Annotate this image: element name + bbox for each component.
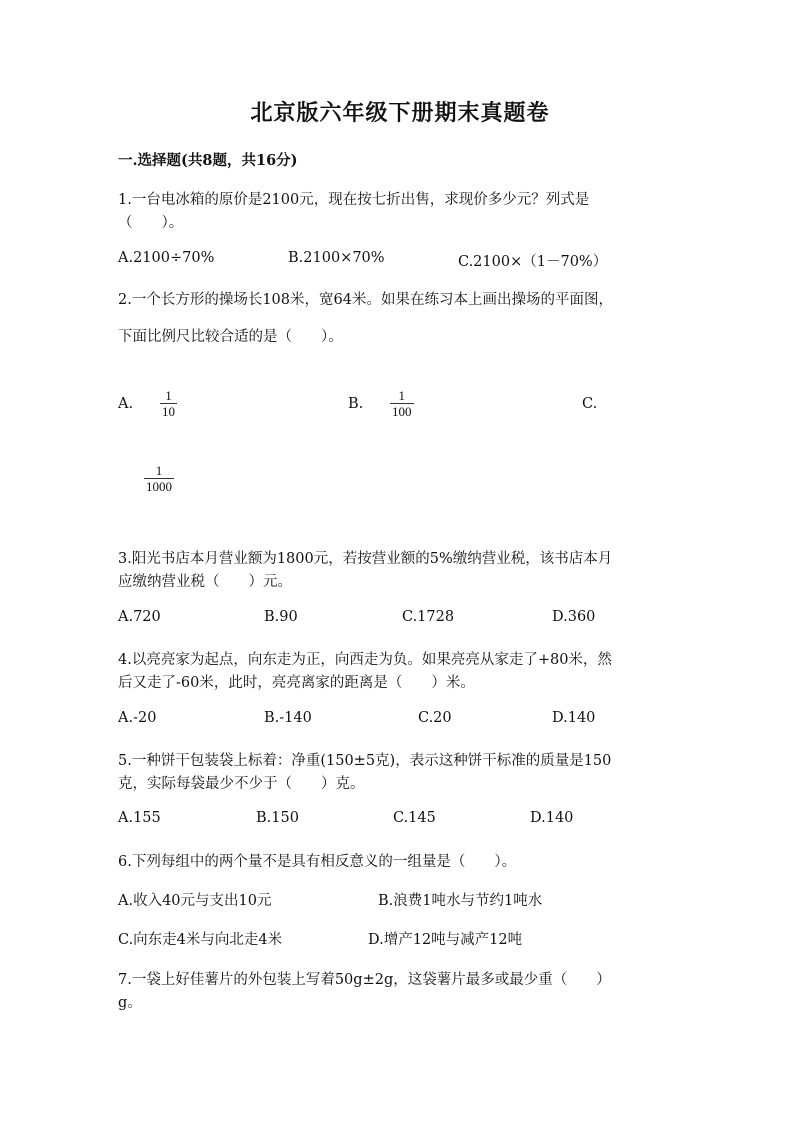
fraction-numerator: 1: [155, 463, 163, 478]
question-2-option-c-fraction[interactable]: [144, 463, 174, 494]
question-4-option-d[interactable]: D.140: [552, 710, 596, 726]
question-7-text-cont: g。: [118, 995, 142, 1011]
question-2-option-b-label[interactable]: B.: [348, 396, 364, 412]
question-2-option-a-fraction[interactable]: [160, 388, 177, 419]
question-2-option-c-label[interactable]: C.: [582, 396, 598, 412]
question-6-text: 6.下列每组中的两个量不是具有相反意义的一组量是（ ）。: [118, 854, 517, 870]
question-1-option-a[interactable]: A.2100÷70%: [118, 250, 215, 266]
question-4-option-a[interactable]: A.-20: [118, 710, 157, 726]
question-4-text: 4.以亮亮家为起点，向东走为正，向西走为负。如果亮亮从家走了+80米，然: [118, 652, 612, 668]
question-2-option-a-label[interactable]: A.: [118, 396, 134, 412]
question-7-text: 7.一袋上好佳薯片的外包装上写着50g±2g，这袋薯片最多或最少重（ ）: [118, 972, 611, 988]
question-6-option-a[interactable]: A.收入40元与支出10元: [118, 893, 272, 909]
question-1-text: 1.一台电冰箱的原价是2100元，现在按七折出售，求现价多少元？列式是: [118, 192, 590, 208]
question-6-option-d[interactable]: D.增产12吨与减产12吨: [368, 932, 523, 948]
fraction-numerator: 1: [165, 388, 172, 403]
question-1-option-b[interactable]: B.2100×70%: [288, 250, 385, 266]
fraction-denominator: 1000: [146, 479, 172, 494]
question-3-text: 3.阳光书店本月营业额为1800元，若按营业额的5%缴纳营业税，该书店本月: [118, 551, 613, 567]
question-5-option-c[interactable]: C.145: [393, 810, 436, 826]
fraction-numerator: 1: [398, 388, 405, 403]
fraction-denominator: 100: [392, 404, 412, 419]
question-4-option-c[interactable]: C.20: [418, 710, 452, 726]
question-5-option-b[interactable]: B.150: [256, 810, 299, 826]
question-3-option-a[interactable]: A.720: [118, 609, 161, 625]
question-5-text: 5.一种饼干包装袋上标着：净重(150±5克)，表示这种饼干标准的质量是150: [118, 753, 612, 769]
question-4-option-b[interactable]: B.-140: [264, 710, 312, 726]
question-5-text-cont: 克，实际每袋最少不少于（ ）克。: [118, 776, 365, 792]
question-2-text: 2.一个长方形的操场长108米，宽64米。如果在练习本上画出操场的平面图，: [118, 292, 613, 308]
question-6-option-b[interactable]: B.浪费1吨水与节约1吨水: [378, 893, 543, 909]
section-heading: 一.选择题(共8题，共16分): [118, 152, 298, 169]
question-1-text-cont: （ ）。: [118, 215, 184, 231]
question-3-text-cont: 应缴纳营业税（ ）元。: [118, 574, 292, 590]
question-5-option-d[interactable]: D.140: [530, 810, 574, 826]
question-2-option-b-fraction[interactable]: [390, 388, 414, 419]
question-3-option-c[interactable]: C.1728: [402, 609, 455, 625]
page-title: 北京版六年级下册期末真题卷: [250, 100, 550, 126]
question-2-text-cont: 下面比例尺比较合适的是（ ）。: [118, 329, 343, 345]
fraction-denominator: 10: [162, 404, 175, 419]
question-1-option-c[interactable]: C.2100×（1－70%）: [458, 254, 608, 270]
question-4-text-cont: 后又走了-60米，此时，亮亮离家的距离是（ ）米。: [118, 675, 475, 691]
question-5-option-a[interactable]: A.155: [118, 810, 161, 826]
question-6-option-c[interactable]: C.向东走4米与向北走4米: [118, 932, 283, 948]
question-3-option-d[interactable]: D.360: [552, 609, 596, 625]
question-3-option-b[interactable]: B.90: [264, 609, 298, 625]
